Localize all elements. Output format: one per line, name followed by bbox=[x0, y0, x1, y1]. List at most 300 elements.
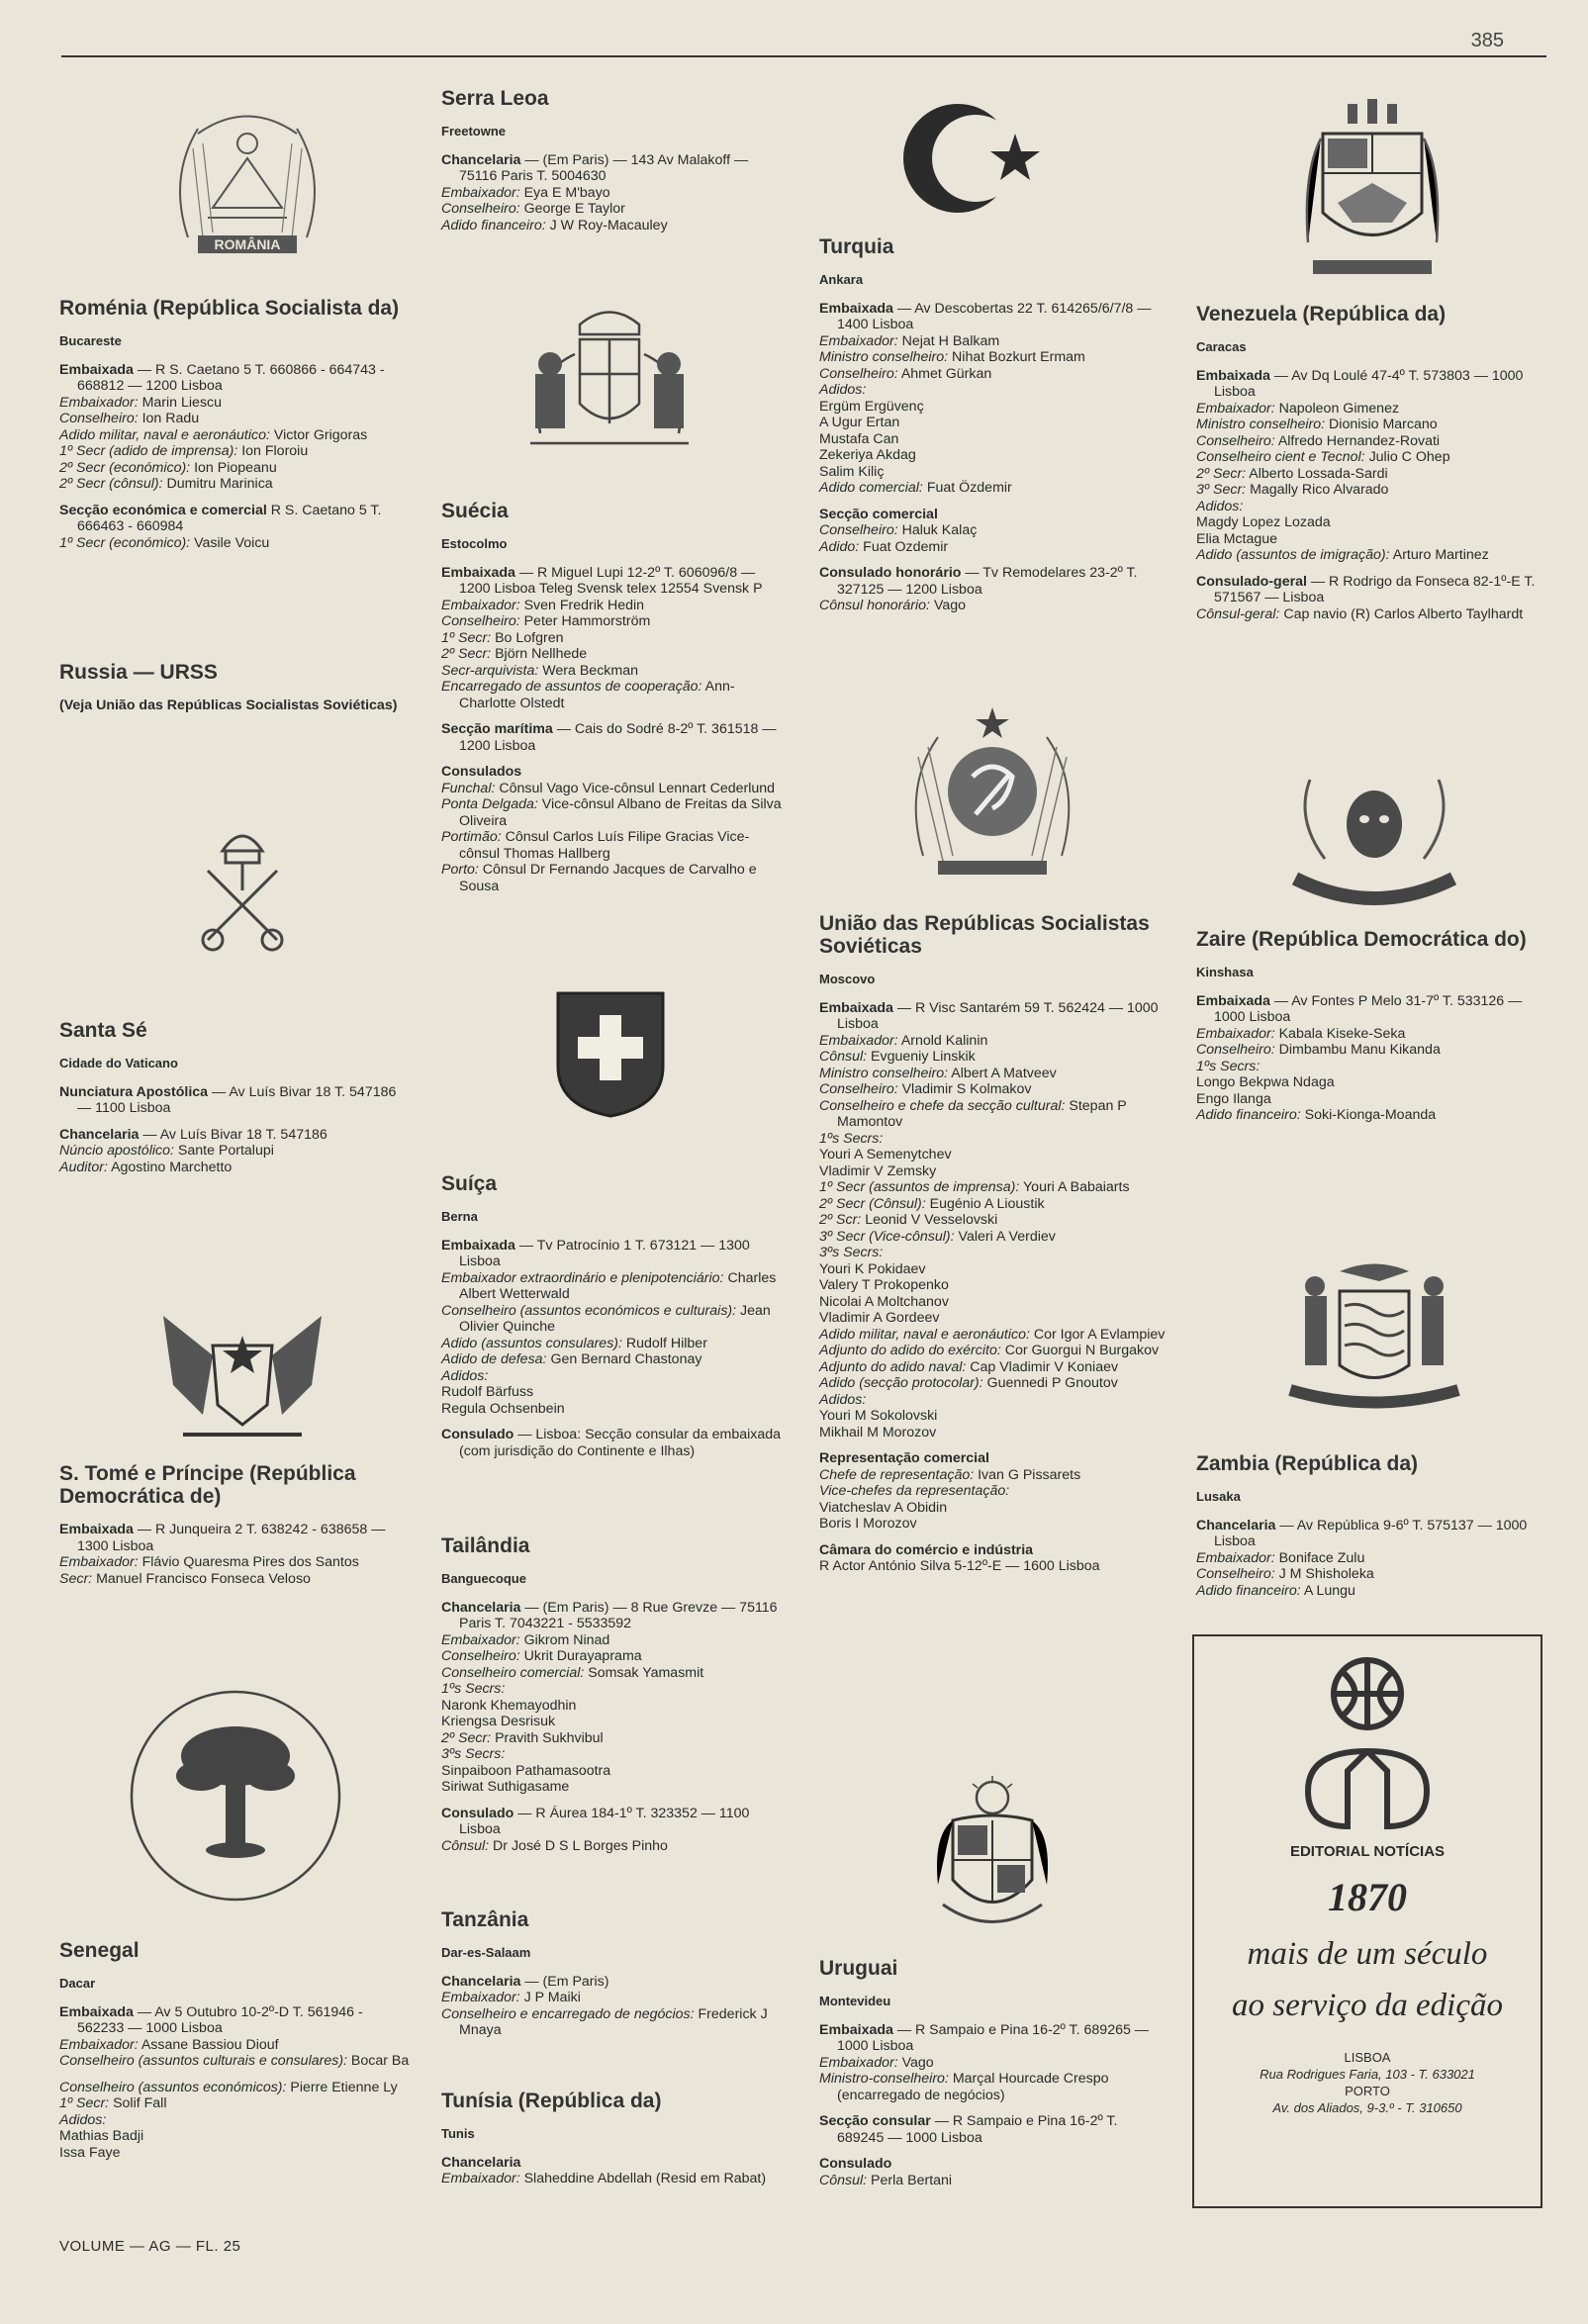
entry-zaire bbox=[1196, 928, 1544, 1124]
entry-line bbox=[1196, 531, 1544, 548]
line-text: Julio C Ohep bbox=[1364, 449, 1450, 465]
entry-line bbox=[59, 443, 411, 460]
role-label: Chefe de representação: bbox=[819, 1466, 975, 1483]
entry-line bbox=[819, 1081, 1166, 1098]
entry-line bbox=[441, 1806, 790, 1838]
line-text: Ahmet Gürkan bbox=[897, 365, 992, 382]
line-text: — Tv Patrocínio 1 T. 673121 — 1300 Lisboa bbox=[459, 1237, 750, 1269]
line-text: Vago bbox=[897, 2054, 934, 2071]
line-text: A Ugur Ertan bbox=[819, 415, 900, 430]
entry-line bbox=[441, 185, 790, 202]
role-label: Conselheiro: bbox=[59, 411, 139, 426]
role-label: Adido financeiro: bbox=[1196, 1582, 1301, 1599]
capital-city: Dar-es-Salaam bbox=[441, 1945, 531, 1960]
entry-line bbox=[819, 507, 1166, 523]
entry-line bbox=[441, 598, 790, 614]
editorial-logo bbox=[1268, 1652, 1466, 1830]
line-text: George E Taylor bbox=[519, 201, 625, 217]
role-label: 1º Secr: bbox=[59, 2095, 110, 2111]
address-lisboa: Rua Rodrigues Faria, 103 - T. 633021 bbox=[1260, 2067, 1475, 2082]
header-rule bbox=[61, 55, 1546, 57]
line-text: — Av Dq Loulé 47-4º T. 573803 — 1000 Lisboa bbox=[1214, 367, 1524, 400]
line-text: Viatcheslav A Obidin bbox=[819, 1499, 948, 1516]
line-text: Björn Nellhede bbox=[491, 646, 588, 662]
entry-line bbox=[819, 1483, 1166, 1500]
line-text: Mikhail M Morozov bbox=[819, 1424, 937, 1441]
entry-line bbox=[441, 1303, 790, 1336]
capital-city: Tunis bbox=[441, 2126, 475, 2141]
entry-line bbox=[819, 1131, 1166, 1148]
role-label: Auditor: bbox=[59, 1159, 108, 1175]
slogan-line-1: mais de um século bbox=[1247, 1936, 1488, 1972]
entry-line bbox=[819, 415, 1166, 431]
sweden-emblem bbox=[511, 295, 708, 468]
line-text: Cor Guorgui N Burgakov bbox=[1000, 1343, 1160, 1358]
role-label: Adido financeiro: bbox=[441, 217, 546, 233]
line-text: Vago bbox=[930, 598, 967, 613]
uruguay-emblem bbox=[928, 1776, 1057, 1939]
line-text: Siriwat Suthigasame bbox=[441, 1779, 570, 1795]
entry-line bbox=[59, 411, 411, 427]
line-text: — R S. Caetano 5 T. 660866 - 664743 - 668812 — 1200 Lisboa bbox=[77, 361, 385, 394]
entry-line bbox=[819, 2113, 1166, 2146]
line-text: — R Rodrigo da Fonseca 82-1º-E T. 571567 — Lisboa bbox=[1214, 573, 1536, 605]
capital-city: Estocolmo bbox=[441, 536, 508, 551]
line-text: Wera Beckman bbox=[538, 662, 638, 679]
line-text: Ann-Charlotte Olstedt bbox=[459, 679, 735, 711]
entry-line bbox=[1196, 1074, 1544, 1091]
line-text: Sinpaiboon Pathamasootra bbox=[441, 1762, 611, 1779]
spacer bbox=[441, 1417, 790, 1427]
role-label: Adidos: bbox=[819, 1391, 867, 1408]
entry-line bbox=[441, 565, 790, 598]
zaire-emblem bbox=[1285, 770, 1463, 918]
entry-line bbox=[1196, 1566, 1544, 1583]
line-text: Alfredo Hernandez-Rovati bbox=[1274, 432, 1441, 449]
role-label: Conselheiro: bbox=[1196, 1566, 1275, 1582]
line-text: Ukrit Durayaprama bbox=[519, 1648, 642, 1664]
country-name: Serra Leoa bbox=[441, 87, 549, 110]
line-text: Cônsul Vago Vice-cônsul Lennart Cederlund bbox=[495, 780, 776, 796]
role-label: Embaixador extraordinário e plenipotenciário: bbox=[441, 1269, 724, 1286]
entry-line bbox=[441, 679, 790, 711]
role-label: 3º Secr (Vice-cônsul): bbox=[819, 1228, 955, 1245]
entry-line bbox=[819, 1392, 1166, 1409]
line-text: Youri K Pokidaev bbox=[819, 1260, 926, 1277]
line-text: Gen Bernard Chastonay bbox=[546, 1351, 702, 1367]
entry-lines bbox=[59, 1084, 411, 1176]
entry-line bbox=[819, 1343, 1166, 1359]
spacer bbox=[819, 1533, 1166, 1542]
line-text: Peter Hammorström bbox=[519, 613, 651, 629]
romania-emblem bbox=[158, 89, 336, 267]
line-text: Pierre Etienne Ly bbox=[286, 2079, 398, 2095]
section-label: Embaixada bbox=[59, 361, 134, 378]
entry-line bbox=[441, 630, 790, 647]
line-text: Perla Bertani bbox=[867, 2172, 953, 2188]
entry-line bbox=[59, 476, 411, 493]
spacer bbox=[819, 497, 1166, 507]
line-text: Jean Olivier Quinche bbox=[459, 1302, 771, 1335]
country-name: S. Tomé e Príncipe (República Democrática de) bbox=[59, 1462, 356, 1508]
spacer bbox=[441, 754, 790, 764]
role-label: 3ºs Secrs: bbox=[441, 1746, 506, 1762]
role-label: 2º Secr (Cônsul): bbox=[819, 1195, 926, 1212]
spacer bbox=[1196, 564, 1544, 574]
entry-line bbox=[441, 1763, 790, 1780]
role-label: Conselheiro: bbox=[441, 201, 520, 217]
line-text: Albert A Matveev bbox=[948, 1065, 1057, 1081]
entry-line bbox=[441, 1648, 790, 1665]
role-label: Adido (assuntos de imigração): bbox=[1196, 547, 1390, 563]
line-text: — Av República 9-6º T. 575137 — 1000 Lisboa bbox=[1214, 1517, 1528, 1549]
role-label: Conselheiro: bbox=[1196, 432, 1275, 449]
entry-lines bbox=[441, 1974, 790, 2039]
entry-line bbox=[1196, 1518, 1544, 1550]
spacer bbox=[441, 1796, 790, 1806]
entry-lines bbox=[1196, 368, 1544, 623]
line-text: Valeri A Verdiev bbox=[954, 1228, 1056, 1245]
role-label: Adido comercial: bbox=[819, 480, 923, 496]
entry-lines bbox=[819, 301, 1166, 614]
entry-line bbox=[1196, 993, 1544, 1026]
line-text: Youri A Semenytchev bbox=[819, 1147, 952, 1162]
line-text: — R Áurea 184-1º T. 323352 — 1100 Lisboa bbox=[459, 1805, 750, 1837]
line-text: Mathias Badji bbox=[59, 2128, 144, 2144]
entry-line bbox=[819, 382, 1166, 399]
entry-lines bbox=[441, 2155, 790, 2187]
role-label: Adidos: bbox=[441, 1367, 489, 1384]
entry-suecia bbox=[441, 500, 790, 894]
addresses bbox=[1194, 2049, 1541, 2116]
role-label: Cônsul-geral: bbox=[1196, 605, 1280, 622]
section-label: Chancelaria bbox=[1196, 1517, 1276, 1534]
entry-lines bbox=[819, 1000, 1166, 1575]
role-label: Embaixador: bbox=[819, 2054, 898, 2071]
line-text: Rudolf Hilber bbox=[621, 1335, 707, 1351]
entry-line bbox=[441, 1681, 790, 1698]
role-label: Cônsul: bbox=[819, 1049, 868, 1065]
entry-line bbox=[441, 1336, 790, 1352]
city-lisboa: LISBOA bbox=[1344, 2050, 1391, 2065]
role-label: Conselheiro e chefe da secção cultural: bbox=[819, 1097, 1066, 1114]
line-text: Frederick J Mnaya bbox=[459, 2005, 768, 2038]
line-text: Sante Portalupi bbox=[173, 1143, 274, 1159]
entry-lines bbox=[59, 362, 411, 552]
capital-city: Ankara bbox=[819, 272, 864, 287]
entry-line bbox=[1196, 1107, 1544, 1124]
senegal-emblem bbox=[127, 1687, 344, 1905]
entry-line bbox=[441, 862, 790, 894]
capital-city: Montevideu bbox=[819, 1994, 891, 2008]
entry-line bbox=[819, 399, 1166, 416]
entry-line bbox=[819, 1450, 1166, 1467]
role-label: Adido financeiro: bbox=[1196, 1107, 1301, 1123]
entry-line bbox=[819, 1375, 1166, 1392]
entry-line bbox=[819, 1516, 1166, 1533]
slogan bbox=[1194, 1928, 1541, 2031]
line-text: Ion Radu bbox=[138, 411, 200, 426]
line-text: Nihat Bozkurt Ermam bbox=[948, 349, 1085, 365]
line-text: Charles Albert Wetterwald bbox=[459, 1269, 777, 1302]
section-label: Chancelaria bbox=[441, 1973, 521, 1990]
line-text: — Av Luís Bivar 18 T. 547186 — 1100 Lisboa bbox=[77, 1083, 397, 1116]
role-label: Conselheiro e encarregado de negócios: bbox=[441, 2005, 695, 2022]
country-name: Tailândia bbox=[441, 1534, 530, 1557]
line-text: — Cais do Sodré 8-2º T. 361518 — 1200 Lisboa bbox=[459, 721, 777, 754]
entry-line bbox=[819, 1261, 1166, 1278]
role-label: Embaixador: bbox=[441, 1990, 520, 2005]
section-label: Embaixada bbox=[441, 1237, 515, 1254]
zambia-emblem bbox=[1280, 1256, 1468, 1420]
entry-line bbox=[441, 2171, 790, 2187]
entry-line bbox=[819, 1467, 1166, 1484]
entry-line bbox=[819, 1542, 1166, 1559]
editorial-noticias-ad bbox=[1192, 1634, 1542, 2208]
section-label: Consulado bbox=[441, 1805, 514, 1821]
slogan-line-2: ao serviço da edição bbox=[1231, 1988, 1503, 2023]
entry-line bbox=[819, 1310, 1166, 1327]
line-text: Nejat H Balkam bbox=[897, 332, 1000, 349]
line-text: — R Sampaio e Pina 16-2º T. 689245 — 1000 Lisboa bbox=[837, 2113, 1118, 2146]
role-label: Conselheiro: bbox=[441, 613, 520, 629]
spacer bbox=[59, 1117, 411, 1127]
swiss-emblem bbox=[552, 987, 669, 1121]
role-label: Embaixador: bbox=[819, 332, 898, 349]
entry-line bbox=[819, 1000, 1166, 1033]
line-text: Pravith Sukhvibul bbox=[491, 1729, 604, 1746]
entry-stome bbox=[59, 1462, 411, 1587]
line-text: Napoleon Gimenez bbox=[1274, 400, 1400, 417]
entry-line bbox=[59, 1571, 411, 1588]
section-label: Chancelaria bbox=[59, 1126, 140, 1143]
entry-tailandia bbox=[441, 1534, 790, 1854]
entry-line bbox=[441, 1238, 790, 1270]
entry-tanzania bbox=[441, 1908, 790, 2039]
line-text: Guennedi P Gnoutov bbox=[982, 1375, 1118, 1391]
entry-line bbox=[819, 522, 1166, 539]
country-name: Russia — URSS bbox=[59, 661, 218, 684]
spacer bbox=[819, 2146, 1166, 2156]
entry-line bbox=[441, 1351, 790, 1368]
publisher-name: EDITORIAL NOTÍCIAS bbox=[1289, 1843, 1446, 1860]
role-label: Portimão: bbox=[441, 829, 502, 845]
role-label: Conselheiro: bbox=[441, 1648, 520, 1664]
entry-uruguai bbox=[819, 1957, 1166, 2188]
section-label: Embaixada bbox=[819, 2021, 893, 2038]
entry-lines bbox=[59, 697, 411, 714]
entry-senegal bbox=[59, 1939, 411, 2161]
line-text: Assane Bassiou Diouf bbox=[138, 2036, 279, 2053]
role-label: Conselheiro: bbox=[819, 365, 898, 382]
line-text: Nicolai A Moltchanov bbox=[819, 1293, 949, 1310]
role-label: Ministro-conselheiro: bbox=[819, 2071, 949, 2087]
entry-line bbox=[441, 2006, 790, 2039]
line-text: — R Miguel Lupi 12-2º T. 606096/8 — 1200 Lisboa Teleg Svensk telex 12554 Svensk P bbox=[459, 564, 763, 597]
line-text: Kriengsa Desrisuk bbox=[441, 1714, 556, 1729]
entry-line bbox=[819, 1212, 1166, 1229]
section-label: Secção marítima bbox=[441, 721, 553, 737]
capital-city: Lusaka bbox=[1196, 1489, 1241, 1504]
city-porto: PORTO bbox=[1345, 2084, 1390, 2098]
entry-line bbox=[441, 1368, 790, 1385]
entry-line bbox=[441, 1714, 790, 1730]
capital-city: Dacar bbox=[59, 1976, 96, 1991]
country-name: Turquia bbox=[819, 235, 894, 258]
entry-line bbox=[1196, 606, 1544, 623]
line-text: Boris I Morozov bbox=[819, 1516, 917, 1532]
line-text: Stepan P Mamontov bbox=[837, 1097, 1127, 1130]
role-label: Conselheiro: bbox=[819, 522, 898, 538]
role-label: Adidos: bbox=[59, 2111, 107, 2128]
capital-city: Cidade do Vaticano bbox=[59, 1056, 178, 1070]
line-text: Bo Lofgren bbox=[491, 629, 564, 646]
line-text: Gikrom Ninad bbox=[519, 1631, 610, 1648]
entry-line bbox=[819, 1049, 1166, 1066]
capital-city: Moscovo bbox=[819, 972, 876, 986]
role-label: Ministro conselheiro: bbox=[819, 1065, 949, 1081]
role-label: Cônsul: bbox=[441, 1837, 490, 1854]
line-text: J P Maiki bbox=[519, 1990, 581, 2005]
entry-line bbox=[1196, 449, 1544, 466]
entry-line bbox=[441, 201, 790, 218]
entry-line bbox=[1196, 482, 1544, 499]
entry-line bbox=[1196, 514, 1544, 531]
role-label: 1ºs Secrs: bbox=[441, 1681, 506, 1697]
line-text: Magdy Lopez Lozada bbox=[1196, 514, 1331, 530]
section-label: Embaixada bbox=[1196, 367, 1270, 384]
entry-line bbox=[441, 1270, 790, 1303]
entry-line bbox=[1196, 1026, 1544, 1043]
page-number: 385 bbox=[1470, 30, 1504, 51]
entry-line bbox=[819, 1196, 1166, 1213]
role-label: 3ºs Secrs: bbox=[819, 1245, 884, 1260]
country-name: Venezuela (República da) bbox=[1196, 303, 1447, 325]
role-label: Embaixador: bbox=[59, 394, 139, 411]
line-text: R S. Caetano 5 T. 666463 - 660984 bbox=[77, 502, 382, 534]
entry-line bbox=[441, 1746, 790, 1763]
line-text: Cap Vladimir V Koniaev bbox=[966, 1358, 1119, 1375]
entry-line bbox=[59, 1084, 411, 1117]
entry-line bbox=[441, 1974, 790, 1991]
line-text: Leonid V Vesselovski bbox=[861, 1212, 998, 1228]
entry-line bbox=[59, 1522, 411, 1554]
section-label: Embaixada bbox=[819, 300, 893, 317]
role-label: 2º Secr: bbox=[441, 1729, 492, 1746]
line-text: Cap navio (R) Carlos Alberto Taylhardt bbox=[1279, 605, 1524, 622]
role-label: Porto: bbox=[441, 862, 479, 878]
section-label: Secção consular bbox=[819, 2113, 931, 2129]
entry-line bbox=[819, 366, 1166, 383]
role-label: Conselheiro: bbox=[819, 1081, 898, 1097]
line-text: Alberto Lossada-Sardi bbox=[1246, 465, 1388, 482]
line-text: Vice-cônsul Albano de Freitas da Silva Oliveira bbox=[459, 796, 782, 829]
entry-line bbox=[441, 1665, 790, 1682]
entry-serra-leoa bbox=[441, 87, 790, 233]
entry-lines bbox=[819, 2022, 1166, 2189]
line-text: Ivan G Pissarets bbox=[974, 1466, 1081, 1483]
footer-volume: VOLUME — AG — FL. 25 bbox=[59, 2238, 241, 2255]
entry-line bbox=[441, 1990, 790, 2006]
entry-line bbox=[59, 460, 411, 477]
entry-lines bbox=[441, 1600, 790, 1855]
capital-city: Bucareste bbox=[59, 333, 122, 348]
entry-suica bbox=[441, 1172, 790, 1459]
entry-line bbox=[59, 395, 411, 412]
line-text: — (Em Paris) — 143 Av Malakoff — 75116 Paris T. 5004630 bbox=[459, 151, 749, 184]
section-label: Câmara do comércio e indústria bbox=[819, 1541, 1034, 1558]
entry-line bbox=[819, 1425, 1166, 1441]
entry-line bbox=[59, 1160, 411, 1176]
role-label: Conselheiro (assuntos económicos e culturais): bbox=[441, 1302, 737, 1319]
entry-line bbox=[441, 2155, 790, 2172]
entry-line bbox=[59, 2053, 411, 2070]
entry-turquia bbox=[819, 235, 1166, 614]
entry-line bbox=[441, 1698, 790, 1715]
line-text: J W Roy-Macauley bbox=[545, 217, 668, 233]
line-text: Vladimir S Kolmakov bbox=[897, 1081, 1032, 1097]
entry-line bbox=[1196, 433, 1544, 450]
entry-line bbox=[1196, 547, 1544, 564]
entry-line bbox=[819, 1033, 1166, 1050]
entry-line bbox=[819, 333, 1166, 350]
entry-line bbox=[441, 646, 790, 663]
line-text: Fuat Ozdemir bbox=[859, 538, 949, 555]
entry-lines bbox=[59, 2004, 411, 2162]
line-text: — Av Fontes P Melo 31-7º T. 533126 — 1000 Lisboa bbox=[1214, 992, 1523, 1025]
section-label: (Veja União das Repúblicas Socialistas Soviéticas) bbox=[59, 697, 398, 713]
role-label: Conselheiro cient e Tecnol: bbox=[1196, 449, 1365, 465]
role-label: Embaixador: bbox=[1196, 1025, 1275, 1042]
country-name: Zaire (República Democrática do) bbox=[1196, 928, 1527, 951]
role-label: Embaixador: bbox=[819, 1032, 898, 1049]
capital-city: Kinshasa bbox=[1196, 965, 1254, 979]
entry-line bbox=[819, 1245, 1166, 1261]
entry-line bbox=[819, 1066, 1166, 1082]
role-label: Secr: bbox=[59, 1570, 93, 1587]
role-label: 2º Secr (cônsul): bbox=[59, 476, 163, 492]
entry-line bbox=[441, 1632, 790, 1649]
role-label: 1ºs Secrs: bbox=[1196, 1058, 1261, 1074]
entry-line bbox=[59, 362, 411, 395]
entry-santa-se bbox=[59, 1019, 411, 1175]
stome-emblem bbox=[143, 1296, 341, 1444]
entry-line bbox=[441, 1384, 790, 1401]
entry-line bbox=[59, 2128, 411, 2145]
spacer bbox=[441, 711, 790, 721]
line-text: J M Shisholeka bbox=[1274, 1566, 1374, 1582]
line-text: Longo Bekpwa Ndaga bbox=[1196, 1074, 1335, 1090]
line-text: Ergüm Ergüvenç bbox=[819, 398, 924, 415]
entry-line bbox=[441, 1401, 790, 1418]
entry-zambia bbox=[1196, 1452, 1544, 1599]
line-text: Ion Floroiu bbox=[237, 443, 309, 459]
entry-line bbox=[1196, 1583, 1544, 1600]
country-name: Tanzânia bbox=[441, 1908, 529, 1931]
role-label: 2º Secr (económico): bbox=[59, 459, 191, 476]
line-text: Agostino Marchetto bbox=[107, 1159, 233, 1175]
entry-line bbox=[1196, 417, 1544, 433]
role-label: Adjunto do adido naval: bbox=[819, 1358, 967, 1375]
entry-romenia bbox=[59, 297, 411, 551]
entry-line bbox=[1196, 574, 1544, 606]
role-label: Ministro conselheiro: bbox=[1196, 417, 1326, 432]
role-label: 1ºs Secrs: bbox=[819, 1130, 884, 1147]
role-label: Núncio apostólico: bbox=[59, 1143, 174, 1159]
entry-line bbox=[819, 2022, 1166, 2055]
role-label: Conselheiro: bbox=[1196, 1042, 1275, 1058]
line-text: Mustafa Can bbox=[819, 430, 899, 447]
